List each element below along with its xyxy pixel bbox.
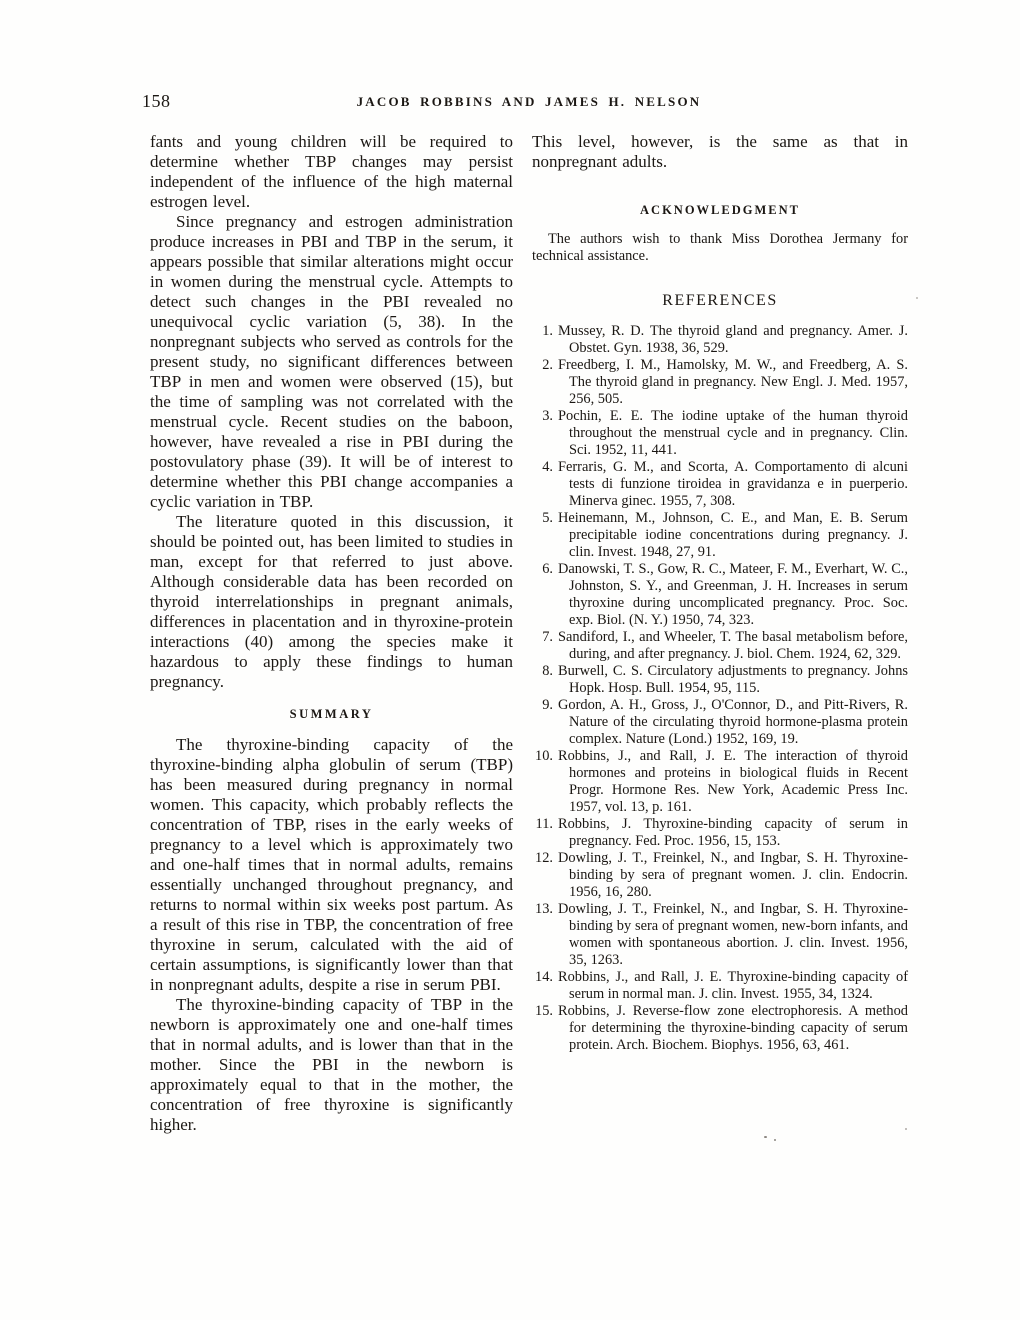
page-header — [142, 91, 908, 113]
reference-number: 9. — [542, 697, 553, 713]
reference-number: 3. — [542, 408, 553, 424]
right-column — [532, 132, 908, 1054]
reference-item — [532, 901, 908, 969]
reference-text: Dowling, J. T., Freinkel, N., and Ingbar, S. H. Thyroxine-binding by sera of pregnant women. J. clin. Endocrin. 1956, 16, 280. — [558, 850, 908, 900]
reference-item — [532, 1003, 908, 1054]
page-number: 158 — [142, 91, 171, 111]
acknowledgment-heading: ACKNOWLEDGMENT — [640, 203, 800, 217]
reference-item — [532, 629, 908, 663]
paragraph: Since pregnancy and estrogen administration produce increases in PBI and TBP in the serum, it appears possible that similar alterations might occur in women during the menstrual cycle. Attempts to detect such changes in the PBI revealed no unequivocal cyclic variation (5, 38). In the nonpregnant subjects who served as controls for the present study, no significant differences between TBP in men and women were observed (15), but the time of sampling was not correlated with the menstrual cycle. Recent studies on the baboon, however, have revealed a rise in PBI during the postovulatory phase (39). It will be of interest to determine whether this PBI change accompanies a cyclic variation in TBP. — [150, 212, 513, 511]
reference-text: Sandiford, I., and Wheeler, T. The basal metabolism before, during, and after pregnancy. J. biol. Chem. 1924, 62, 329. — [558, 629, 908, 662]
reference-list — [532, 323, 908, 1054]
reference-item — [532, 357, 908, 408]
summary-paragraph: The thyroxine-binding capacity of TBP in the newborn is approximately one and one-half times that in normal adults, and is lower than that in the mother. Since the PBI in the newborn is approximately equal to that in the mother, the concentration of free thyroxine is significantly higher. — [150, 995, 513, 1134]
reference-number: 11. — [535, 816, 553, 832]
reference-number: 14. — [535, 969, 553, 985]
scan-speck — [774, 1139, 776, 1141]
reference-text: Robbins, J., and Rall, J. E. Thyroxine-binding capacity of serum in normal man. J. clin. Invest. 1955, 34, 1324. — [558, 969, 908, 1002]
scan-speck — [764, 1136, 767, 1138]
paragraph-continuation: fants and young children will be required to determine whether TBP changes may persist independent of the influence of the high maternal estrogen level. — [150, 132, 513, 211]
reference-number: 1. — [542, 323, 553, 339]
reference-item — [532, 748, 908, 816]
reference-text: Gordon, A. H., Gross, J., O'Connor, D., and Pitt-Rivers, R. Nature of the circulating thyroid hormone-plasma protein complex. Nature (Lond.) 1952, 169, 19. — [558, 697, 908, 747]
summary-paragraph: The thyroxine-binding capacity of the thyroxine-binding alpha globulin of serum (TBP) has been measured during pregnancy in normal women. This capacity, which probably reflects the concentration of TBP, rises in the early weeks of pregnancy to a level which is approximately two and one-half times that in normal adults, remains essentially unchanged throughout pregnancy, and returns to normal within six weeks post partum. As a result of this rise in TBP, the concentration of free thyroxine in serum, calculated with the aid of certain assumptions, is significantly lower than that in nonpregnant adults, despite a rise in serum PBI. — [150, 735, 513, 994]
reference-item — [532, 850, 908, 901]
reference-text: Danowski, T. S., Gow, R. C., Mateer, F. M., Everhart, W. C., Johnston, S. Y., and Greenman, J. H. Increases in serum thyroxine during uncomplicated pregnancy. Proc. Soc. exp. Biol. (N. Y.) 1950, 74, 323. — [558, 561, 908, 628]
reference-item — [532, 969, 908, 1003]
reference-item — [532, 510, 908, 561]
reference-item — [532, 459, 908, 510]
paragraph: The literature quoted in this discussion, it should be pointed out, has been limited to studies in man, except for that referred to just above. Although considerable data has been recorded on thyroid interrelationships in pregnant animals, differences in placentation and in thyroxine-protein interactions (40) among the species make it hazardous to apply these findings to human pregnancy. — [150, 512, 513, 691]
reference-number: 4. — [542, 459, 553, 475]
reference-item — [532, 697, 908, 748]
reference-text: Freedberg, I. M., Hamolsky, M. W., and Freedberg, A. S. The thyroid gland in pregnancy. New Engl. J. Med. 1957, 256, 505. — [558, 357, 908, 407]
reference-number: 13. — [535, 901, 553, 917]
reference-text: Robbins, J. Reverse-flow zone electrophoresis. A method for determining the thyroxine-binding capacity of serum protein. Arch. Biochem. Biophys. 1956, 63, 461. — [558, 1003, 908, 1053]
scan-speck — [905, 1128, 907, 1130]
reference-text: Ferraris, G. M., and Scorta, A. Comportamento di alcuni tests di funzione tiroidea in gravidanza e in puerperio. Minerva ginec. 1955, 7, 308. — [558, 459, 908, 509]
reference-text: Dowling, J. T., Freinkel, N., and Ingbar, S. H. Thyroxine-binding by sera of pregnant women, new-born infants, and women with spontaneous abortion. J. clin. Invest. 1956, 35, 1263. — [558, 901, 908, 968]
reference-item — [532, 408, 908, 459]
summary-heading: SUMMARY — [289, 707, 374, 721]
reference-number: 12. — [535, 850, 553, 866]
reference-text: Mussey, R. D. The thyroid gland and pregnancy. Amer. J. Obstet. Gyn. 1938, 36, 529. — [558, 323, 908, 356]
paragraph-continuation: This level, however, is the same as that in nonpregnant adults. — [532, 132, 908, 171]
reference-text: Heinemann, M., Johnson, C. E., and Man, E. B. Serum precipitable iodine concentrations during pregnancy. J. clin. Invest. 1948, 27, 91. — [558, 510, 908, 560]
scan-speck — [916, 297, 918, 299]
running-head: JACOB ROBBINS AND JAMES H. NELSON — [356, 94, 702, 109]
reference-item — [532, 663, 908, 697]
reference-number: 5. — [542, 510, 553, 526]
reference-item — [532, 561, 908, 629]
reference-number: 8. — [542, 663, 553, 679]
reference-text: Pochin, E. E. The iodine uptake of the human thyroid throughout the menstrual cycle and in pregnancy. Clin. Sci. 1952, 11, 441. — [558, 408, 908, 458]
reference-text: Robbins, J. Thyroxine-binding capacity of serum in pregnancy. Fed. Proc. 1956, 15, 153. — [558, 816, 908, 849]
reference-text: Burwell, C. S. Circulatory adjustments to pregnancy. Johns Hopk. Hosp. Bull. 1954, 95, 115. — [558, 663, 908, 696]
reference-number: 2. — [542, 357, 553, 373]
references-heading: REFERENCES — [662, 292, 778, 309]
acknowledgment-text: The authors wish to thank Miss Dorothea Jermany for technical assistance. — [532, 231, 908, 264]
reference-item — [532, 323, 908, 357]
reference-number: 7. — [542, 629, 553, 645]
reference-number: 10. — [535, 748, 553, 764]
reference-number: 15. — [535, 1003, 553, 1019]
reference-item — [532, 816, 908, 850]
reference-number: 6. — [542, 561, 553, 577]
left-column — [150, 132, 513, 1135]
reference-text: Robbins, J., and Rall, J. E. The interaction of thyroid hormones and proteins in biological fluids in Recent Progr. Hormone Res. New York, Academic Press Inc. 1957, vol. 13, p. 161. — [558, 748, 908, 815]
